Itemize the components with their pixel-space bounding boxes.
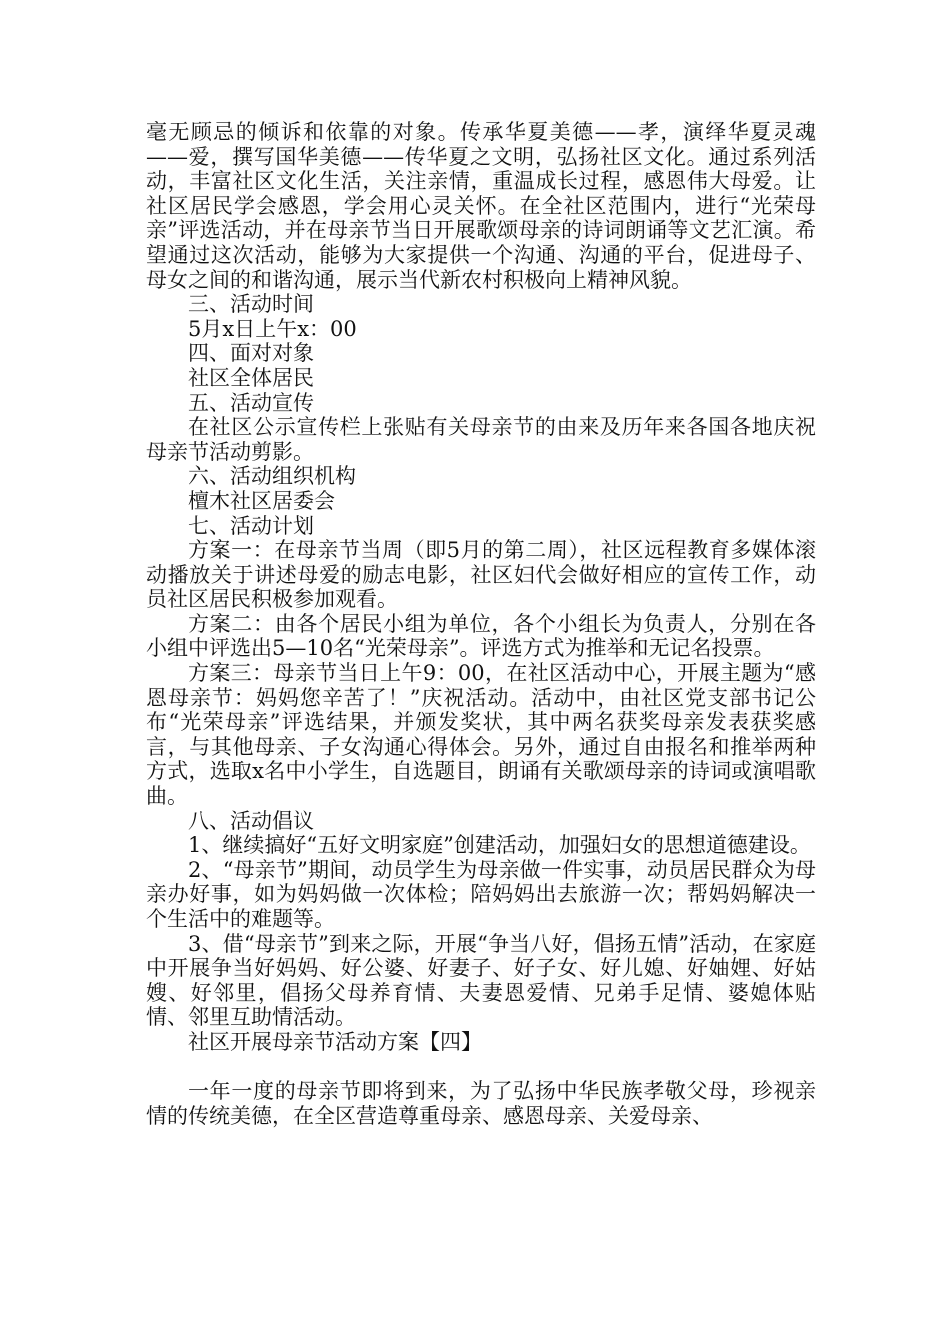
paragraph-plan-two: 方案二：由各个居民小组为单位，各个小组长为负责人，分别在各小组中评选出5—10名“光荣母亲”。评选方式为推举和无记名投票。: [146, 611, 816, 661]
section-title-plan-four: 社区开展母亲节活动方案【四】: [188, 1029, 482, 1054]
paragraph-publicity: 在社区公示宣传栏上张贴有关母亲节的由来及历年来各国各地庆祝母亲节活动剪影。: [146, 415, 816, 464]
paragraph-initiative-one: 1、继续搞好“五好文明家庭”创建活动，加强妇女的思想道德建设。: [188, 833, 811, 858]
paragraph-plan-one: 方案一：在母亲节当周（即5月的第二周），社区远程教育多媒体滚动播放关于讲述母爱的励志电影，社区妇代会做好相应的宣传工作，动员社区居民积极参加观看。: [146, 538, 816, 612]
document-page: [146, 120, 816, 1128]
section-heading-publicity: 五、活动宣传: [188, 390, 314, 415]
paragraph-initiative-three: 3、借“母亲节”到来之际，开展“争当八好，倡扬五情”活动，在家庭中开展争当好妈妈、好公婆、好妻子、好子女、好儿媳、好妯娌、好姑嫂、好邻里，倡扬父母养育情、夫妻恩爱情、兄弟手足情、婆媳体贴情、邻里互助情活动。: [146, 931, 816, 1030]
section-heading-audience: 四、面对对象: [188, 341, 314, 366]
paragraph-initiative-two: 2、“母亲节”期间，动员学生为母亲做一件实事，动员居民群众为母亲办好事，如为妈妈做一次体检；陪妈妈出去旅游一次；帮妈妈解决一个生活中的难题等。: [146, 857, 816, 931]
paragraph-audience: 社区全体居民: [188, 365, 314, 390]
section-heading-organizer: 六、活动组织机构: [188, 464, 356, 489]
paragraph-tail: 一年一度的母亲节即将到来，为了弘扬中华民族孝敬父母，珍视亲情的传统美德，在全区营造尊重母亲、感恩母亲、关爱母亲、: [146, 1079, 816, 1128]
section-heading-time: 三、活动时间: [188, 292, 314, 317]
paragraph-intro: 毫无顾忌的倾诉和依靠的对象。传承华夏美德——孝，演绎华夏灵魂——爱，撰写国华美德——传华夏之文明，弘扬社区文化。通过系列活动，丰富社区文化生活，关注亲情，重温成长过程，感恩伟大母爱。让社区居民学会感恩，学会用心灵关怀。在全社区范围内，进行“光荣母亲”评选活动，并在母亲节当日开展歌颂母亲的诗词朗诵等文艺汇演。希望通过这次活动，能够为大家提供一个沟通、沟通的平台，促进母子、母女之间的和谐沟通，展示当代新农村积极向上精神风貌。: [146, 120, 816, 292]
paragraph-plan-three: 方案三：母亲节当日上午9：00，在社区活动中心，开展主题为“感恩母亲节：妈妈您辛苦了！”庆祝活动。活动中，由社区党支部书记公布“光荣母亲”评选结果，并颁发奖状，其中两名获奖母亲发表获奖感言，与其他母亲、子女沟通心得体会。另外，通过自由报名和推举两种方式，选取x名中小学生，自选题目，朗诵有关歌颂母亲的诗词或演唱歌曲。: [146, 661, 816, 809]
paragraph-time: 5月x日上午x：00: [188, 316, 357, 341]
section-heading-plan: 七、活动计划: [188, 513, 314, 538]
paragraph-organizer: 檀木社区居委会: [188, 488, 335, 513]
blank-line: [146, 1055, 816, 1080]
section-heading-initiative: 八、活动倡议: [188, 808, 314, 833]
